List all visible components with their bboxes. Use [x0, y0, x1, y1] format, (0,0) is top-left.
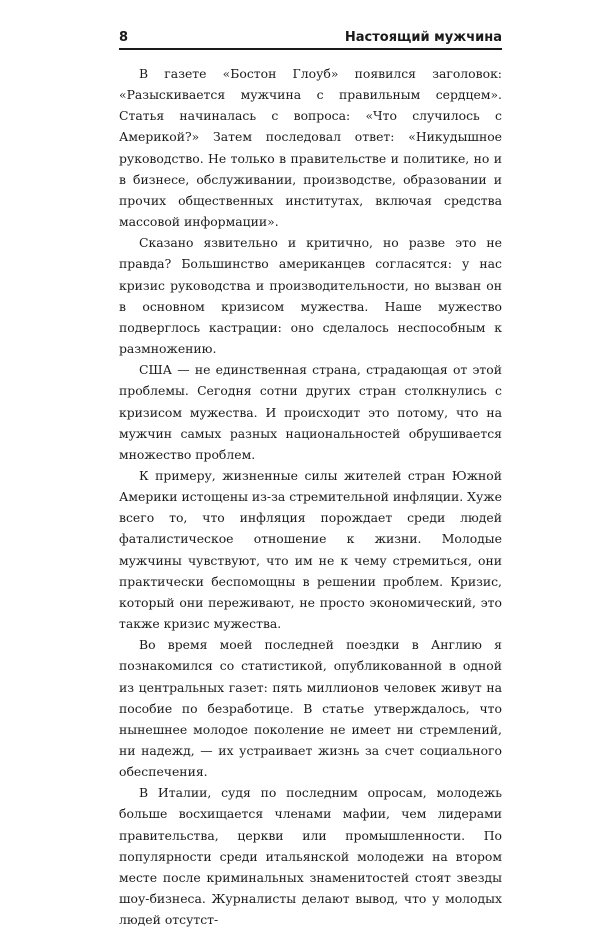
running-title: Настоящий мужчина — [344, 30, 502, 45]
paragraph: К примеру, жизненные силы жителей стран Южной Америки истощены из-за стремительной инфляции. Хуже всего то, что инфляция порождает среди людей фаталистическое отношение к жизни. Молодые мужчины чувствуют, что им не к чему стремиться, они практически беспомощны в решении проблем. Кризис, который они переживают, не просто экономический, это также кризис мужества. — [119, 467, 502, 632]
paragraph: Во время моей последней поездки в Англию я познакомился со статистикой, опубликованной в одной из центральных газет: пять миллионов человек живут на пособие по безработице. В статье утверждалось, что нынешнее молодое поколение не имеет ни стремлений, ни надежд, — их устраивает жизнь за счет социального обеспечения. — [119, 637, 502, 780]
body-text — [119, 63, 502, 930]
page-header — [119, 28, 502, 50]
paragraph: В Италии, судя по последним опросам, молодежь больше восхищается членами мафии, чем лидерами правительства, церкви или промышленности. По популярности среди итальянской молодежи на втором месте после криминальных знаменитостей стоят звезды шоу-бизнеса. Журналисты делают вывод, что у молодых людей отсутст- — [119, 785, 502, 928]
paragraph: Сказано язвительно и критично, но разве это не правда? Большинство американцев согласятся: у нас кризис руководства и производительности, но вызван он в основном кризисом мужества. Наше мужество подверглось кастрации: оно сделалось неспособным к размножению. — [119, 235, 502, 357]
paragraph: США — не единственная страна, страдающая от этой проблемы. Сегодня сотни других стран столкнулись с кризисом мужества. И происходит это потому, что на мужчин самых разных национальностей обрушивается множество проблем. — [119, 362, 502, 462]
page-number: 8 — [119, 30, 129, 45]
paragraph: В газете «Бостон Глоуб» появился заголовок: «Разыскивается мужчина с правильным сердцем». Статья начиналась с вопроса: «Что случилось с Америкой?» Затем последовал ответ: «Никудышное руководство. Не только в правительстве и политике, но и в бизнесе, обслуживании, производстве, образовании и прочих общественных институтах, включая средства массовой информации». — [119, 66, 502, 230]
